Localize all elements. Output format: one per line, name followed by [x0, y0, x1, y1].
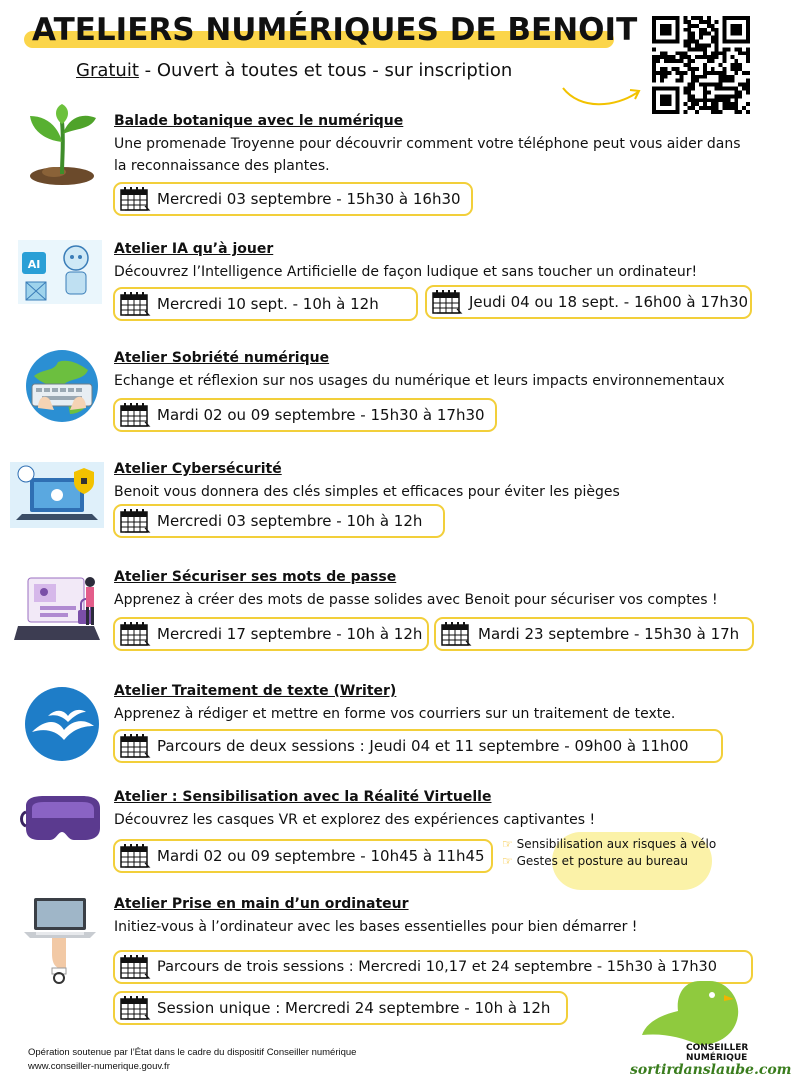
writer-seagulls-icon — [24, 686, 100, 762]
workshop-description: Une promenade Troyenne pour découvrir comment votre téléphone peut vous aider dans la reconnaissance des plantes. — [114, 136, 741, 174]
logo-text — [686, 1043, 748, 1063]
date-text: Mercredi 17 septembre - 10h à 12h — [157, 625, 423, 643]
date-text: Mercredi 03 septembre - 10h à 12h — [157, 512, 423, 530]
ai-robot-icon — [16, 238, 104, 306]
workshop-description: Apprenez à créer des mots de passe solides avec Benoit pour sécuriser vos comptes ! — [114, 592, 718, 608]
note-text: Gestes et posture au bureau — [516, 854, 688, 868]
note-text: Sensibilisation aux risques à vélo — [516, 837, 717, 851]
footer-support-text: Opération soutenue par l’État dans le cadre du dispositif Conseiller numérique — [28, 1047, 357, 1058]
pointing-hand-icon: ☞ — [502, 837, 513, 851]
date-text: Parcours de trois sessions : Mercredi 10,17 et 24 septembre - 15h30 à 17h30 — [157, 959, 717, 975]
date-pill[interactable] — [113, 287, 418, 321]
date-pill[interactable] — [113, 398, 497, 432]
date-text: Mercredi 10 sept. - 10h à 12h — [157, 295, 379, 313]
date-text: Jeudi 04 ou 18 sept. - 16h00 à 17h30 — [469, 293, 749, 311]
logo-line2: NUMÉRIQUE — [686, 1053, 748, 1063]
workshop-description: Apprenez à rédiger et mettre en forme vos courriers sur un traitement de texte. — [114, 706, 676, 722]
cybersecurity-laptop-icon — [10, 462, 104, 528]
conseiller-numerique-logo — [630, 975, 792, 1078]
calendar-icon — [119, 402, 151, 428]
workshop-description: Initiez-vous à l’ordinateur avec les bases essentielles pour bien démarrer ! — [114, 919, 638, 935]
date-pill[interactable] — [425, 285, 752, 319]
date-text: Mercredi 03 septembre - 15h30 à 16h30 — [157, 190, 461, 208]
subtitle-free: Gratuit — [76, 60, 139, 81]
globe-keyboard-icon — [24, 348, 100, 424]
vr-notes — [502, 836, 716, 870]
footer — [28, 1046, 356, 1074]
workshop-title: Atelier Traitement de texte (Writer) — [114, 683, 397, 699]
vr-headset-icon — [20, 792, 104, 848]
date-pill[interactable] — [113, 991, 568, 1025]
workshop-description: Découvrez l’Intelligence Artificielle de façon ludique et sans toucher un ordinateur! — [114, 264, 698, 280]
seedling-icon — [24, 102, 100, 186]
note-item — [502, 836, 716, 853]
workshop-title: Atelier IA qu’à jouer — [114, 241, 274, 257]
date-pill[interactable] — [113, 729, 723, 763]
calendar-icon — [119, 291, 151, 317]
workshop-title: Atelier Sobriété numérique — [114, 350, 330, 366]
workshop-title: Atelier Prise en main d’un ordinateur — [114, 896, 409, 912]
footer-website-link[interactable]: www.conseiller-numerique.gouv.fr — [28, 1061, 170, 1072]
date-pill[interactable] — [113, 182, 473, 216]
calendar-icon — [119, 508, 151, 534]
qr-code-icon[interactable] — [652, 16, 750, 114]
calendar-icon — [119, 186, 151, 212]
page-subtitle — [76, 60, 512, 81]
workshop-title: Atelier Cybersécurité — [114, 461, 282, 477]
date-pill[interactable] — [113, 839, 493, 873]
workshop-title: Balade botanique avec le numérique — [114, 113, 404, 129]
date-text: Mardi 02 ou 09 septembre - 15h30 à 17h30 — [157, 406, 485, 424]
date-text: Parcours de deux sessions : Jeudi 04 et 11 septembre - 09h00 à 11h00 — [157, 737, 689, 755]
workshop-title: Atelier Sécuriser ses mots de passe — [114, 569, 397, 585]
calendar-icon — [119, 621, 151, 647]
calendar-icon — [119, 995, 151, 1021]
date-text: Mardi 23 septembre - 15h30 à 17h — [478, 625, 740, 643]
calendar-icon — [119, 954, 151, 980]
date-pill[interactable] — [434, 617, 754, 651]
svg-text:AI: AI — [27, 258, 41, 271]
calendar-icon — [440, 621, 472, 647]
pointing-hand-icon: ☞ — [502, 854, 513, 868]
brand-text: sortirdanslaube.com — [630, 1062, 792, 1078]
note-item — [502, 853, 716, 870]
calendar-icon — [119, 733, 151, 759]
page-title: ATELIERS NUMÉRIQUES DE BENOIT — [32, 12, 638, 48]
workshop-description: Découvrez les casques VR et explorez des expériences captivantes ! — [114, 812, 596, 828]
password-laptop-icon — [14, 570, 104, 656]
calendar-icon — [119, 843, 151, 869]
laptop-hand-icon — [22, 894, 98, 990]
date-text: Mardi 02 ou 09 septembre - 10h45 à 11h45 — [157, 847, 485, 865]
calendar-icon — [431, 289, 463, 315]
workshop-title: Atelier : Sensibilisation avec la Réalité Virtuelle — [114, 789, 492, 805]
date-pill[interactable] — [113, 504, 445, 538]
logo-line1: CONSEILLER — [686, 1043, 749, 1053]
curved-arrow-icon — [560, 80, 645, 110]
date-text: Session unique : Mercredi 24 septembre - 10h à 12h — [157, 999, 551, 1017]
subtitle-rest: - Ouvert à toutes et tous - sur inscription — [138, 60, 513, 81]
workshop-description: Echange et réflexion sur nos usages du numérique et leurs impacts environnementaux — [114, 373, 725, 389]
workshop-description: Benoit vous donnera des clés simples et efficaces pour éviter les pièges — [114, 484, 620, 500]
date-pill[interactable] — [113, 617, 429, 651]
